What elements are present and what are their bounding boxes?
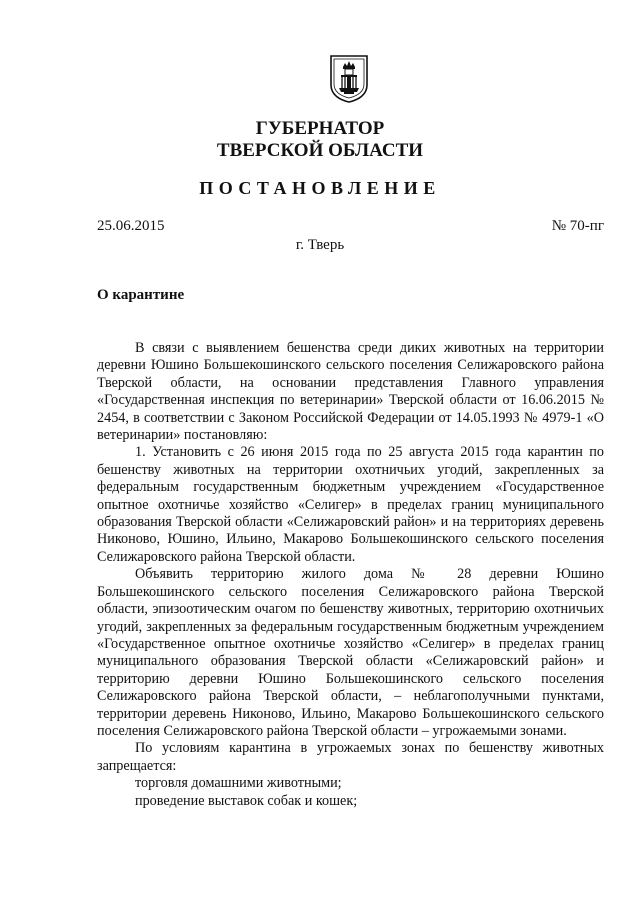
- decree-body: [97, 340, 604, 810]
- list-item: торговля домашними животными;: [135, 775, 342, 792]
- decree-number: № 70-пг: [551, 218, 604, 234]
- header-title-line2: ТВЕРСКОЙ ОБЛАСТИ: [216, 140, 424, 161]
- list-item: проведение выставок собак и кошек;: [135, 792, 358, 809]
- body-paragraph: Объявить территорию жилого дома № 28 деревни Юшино Большекошинского сельского поселения Селижаровского района Тверской области, эпизоотическим очагом по бешенству животных, территорию охотничьих угодий, закрепленных за федеральным государственным бюджетным учреждением «Государственное опытное охотничье хозяйство «Селигер» в пределах границ муниципального образования Тверской области «Селижаровский район» и территорию деревни Юшино Большекошинского сельского поселения Селижаровского района Тверской области, – неблагополучными пунктами, территории деревень Никоново, Ильино, Макарово Большекошинского сельского поселения Селижаровского района Тверской области – угрожаемыми зонами.: [97, 566, 604, 739]
- header-title-line1: ГУБЕРНАТОР: [255, 118, 385, 139]
- decree-date: 25.06.2015: [97, 218, 165, 234]
- coat-of-arms-icon: [330, 55, 368, 103]
- decree-city: г. Тверь: [295, 237, 345, 253]
- decree-subject: О карантине: [97, 287, 185, 303]
- body-paragraph: По условиям карантина в угрожаемых зонах по бешенству животных запрещается:: [97, 740, 604, 774]
- decree-title: ПОСТАНОВЛЕНИЕ: [199, 178, 441, 198]
- body-paragraph: 1. Установить с 26 июня 2015 года по 25 августа 2015 года карантин по бешенству животных на территории охотничьих угодий, закрепленных за федеральным государственным бюджетным учреждением «Государственное опытное охотничье хозяйство «Селигер» в пределах границ муниципального образования Тверской области «Селижаровский район» и на территориях деревень Никоново, Юшино, Ильино, Макарово Большекошинского сельского поселения Селижаровского района Тверской области.: [97, 444, 604, 565]
- body-paragraph: В связи с выявлением бешенства среди диких животных на территории деревни Юшино Большекошинского сельского поселения Селижаровского района Тверской области, на основании представления Главного управления «Государственная инспекция по ветеринарии» Тверской области от 16.06.2015 № 2454, в соответствии с Законом Российской Федерации от 14.05.1993 № 4979-1 «О ветеринарии» постановляю:: [97, 340, 604, 444]
